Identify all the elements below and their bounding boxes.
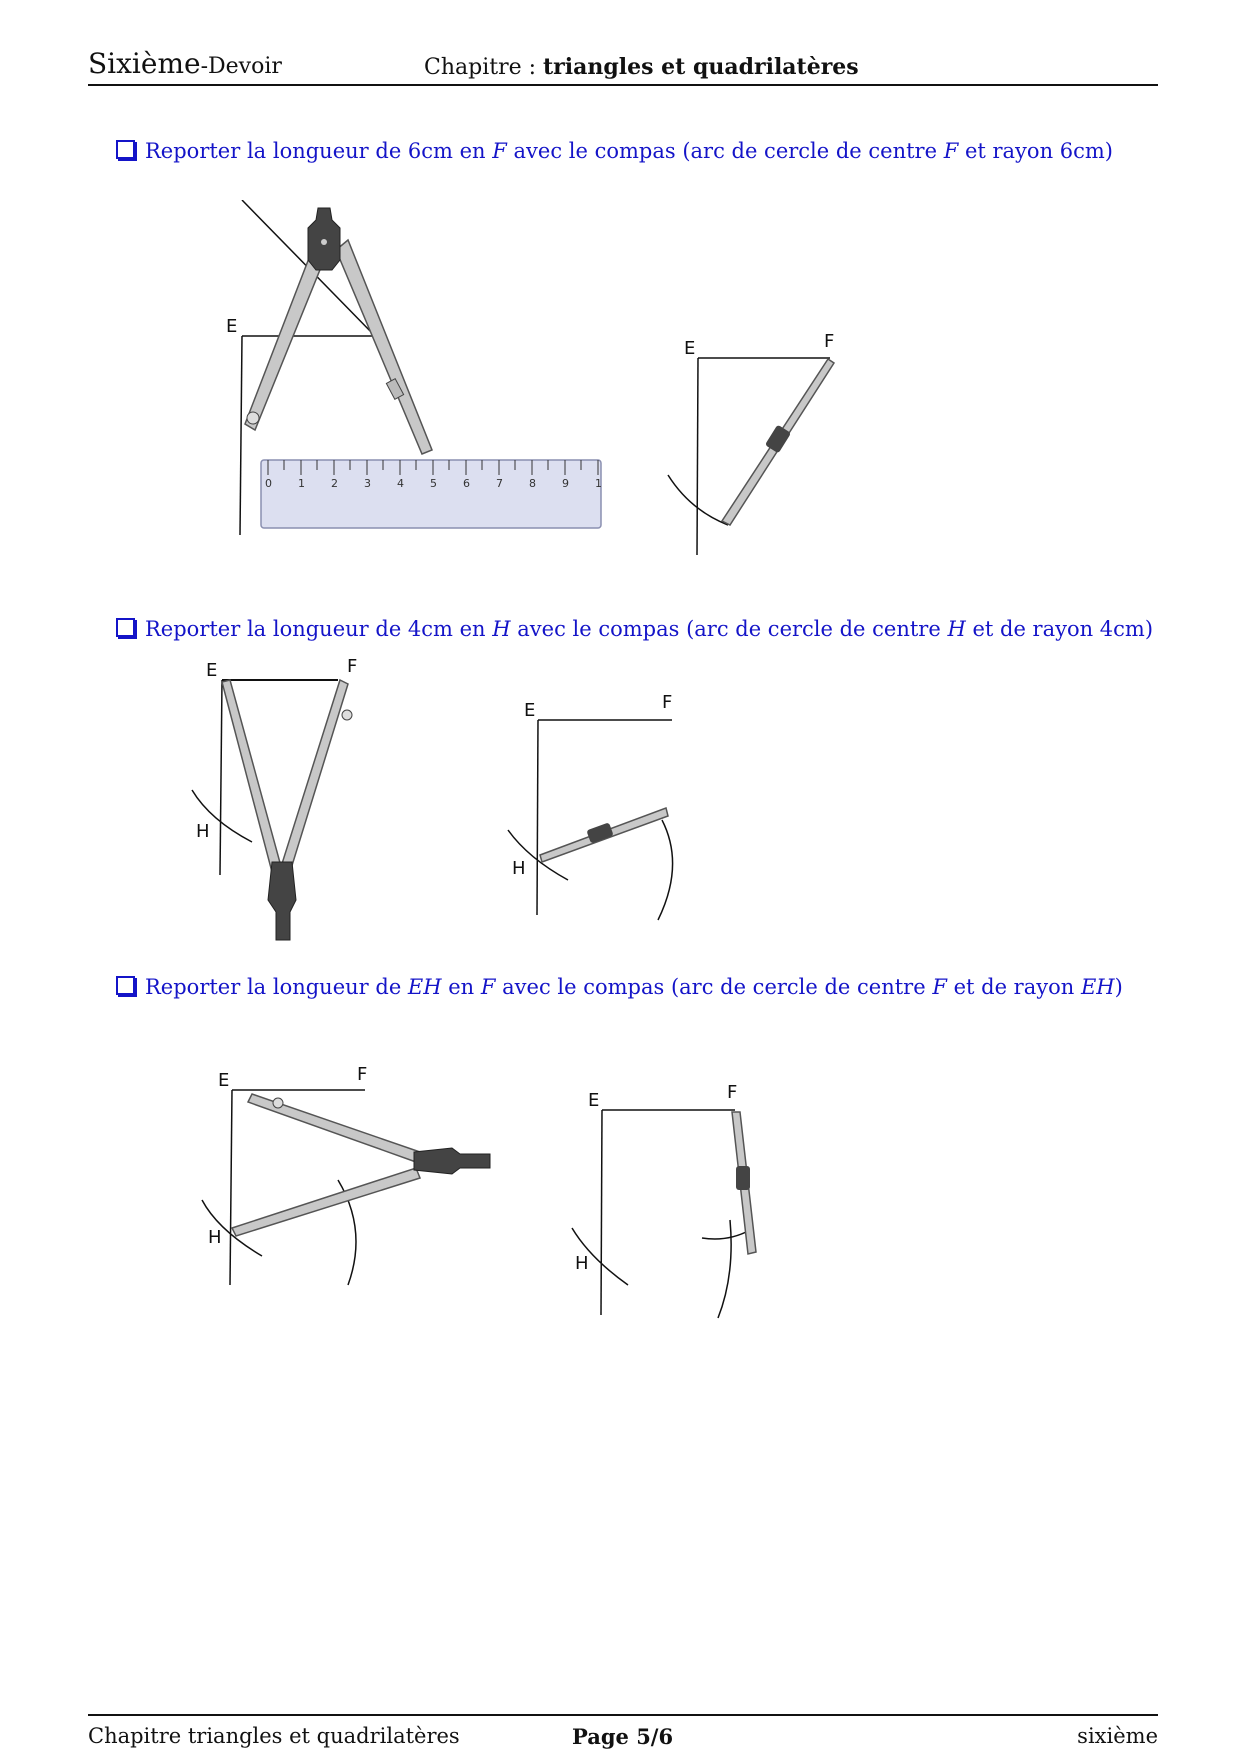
point-label-f: F xyxy=(727,1082,738,1103)
footer-chapter: Chapitre triangles et quadrilatères xyxy=(88,1724,460,1748)
compass-icon xyxy=(222,680,352,940)
ruler xyxy=(261,460,602,528)
ruler-tick-7: 7 xyxy=(496,477,503,490)
chapter-title: Chapitre : triangles et quadrilatères xyxy=(424,54,859,80)
figure-arc-eh xyxy=(560,1080,780,1340)
compass-icon xyxy=(245,208,432,454)
page-header xyxy=(88,48,1158,86)
ruler-tick-1: 1 xyxy=(298,477,305,490)
point-label-e: E xyxy=(684,338,696,359)
ruler-tick-9: 9 xyxy=(562,477,569,490)
arc xyxy=(702,1230,750,1239)
point-label-h: H xyxy=(512,858,526,879)
checkbox-icon xyxy=(116,618,135,637)
figure-compass-horizontal xyxy=(190,1060,510,1300)
checkbox-icon xyxy=(116,140,135,159)
figure-compass-ruler xyxy=(200,200,610,540)
ruler-tick-5: 5 xyxy=(430,477,437,490)
figure-arc-4cm xyxy=(500,690,700,930)
point-label-e: E xyxy=(524,700,536,721)
compass-icon xyxy=(540,808,668,862)
ruler-tick-6: 6 xyxy=(463,477,470,490)
ruler-tick-3: 3 xyxy=(364,477,371,490)
point-label-e: E xyxy=(206,660,218,681)
instruction-2: Reporter la longueur de 4cm en H avec le compas (arc de cercle de centre H et de rayon 4cm) xyxy=(116,617,1153,641)
point-label-f: F xyxy=(662,692,673,713)
compass-icon xyxy=(232,1094,490,1236)
instruction-3: Reporter la longueur de EH en F avec le compas (arc de cercle de centre F et de rayon EH) xyxy=(116,975,1123,999)
point-label-h: H xyxy=(196,821,210,842)
figure-compass-inverted xyxy=(180,650,400,950)
arc xyxy=(658,820,673,920)
point-label-f: F xyxy=(347,656,358,677)
ruler-tick-8: 8 xyxy=(529,477,536,490)
figure-arc-6cm xyxy=(660,325,860,565)
ruler-tick-2: 2 xyxy=(331,477,338,490)
point-label-e: E xyxy=(226,316,238,337)
footer-level: sixième xyxy=(1077,1724,1158,1748)
page-footer xyxy=(88,1714,1158,1750)
page-number: Page 5/6 xyxy=(572,1724,674,1749)
point-label-h: H xyxy=(208,1227,222,1248)
point-label-e: E xyxy=(588,1090,600,1111)
ruler-tick-4: 4 xyxy=(397,477,404,490)
point-label-f: F xyxy=(824,331,835,352)
ruler-tick-10: 1 xyxy=(595,477,602,490)
instruction-1: Reporter la longueur de 6cm en F avec le compas (arc de cercle de centre F et rayon 6cm) xyxy=(116,139,1113,163)
ruler-tick-0: 0 xyxy=(265,477,272,490)
arc xyxy=(718,1220,731,1318)
point-label-h: H xyxy=(575,1253,589,1274)
compass-icon xyxy=(722,359,834,525)
checkbox-icon xyxy=(116,976,135,995)
point-label-f: F xyxy=(357,1064,368,1085)
document-title: Sixième-Devoir xyxy=(88,47,282,80)
point-label-e: E xyxy=(218,1070,230,1091)
